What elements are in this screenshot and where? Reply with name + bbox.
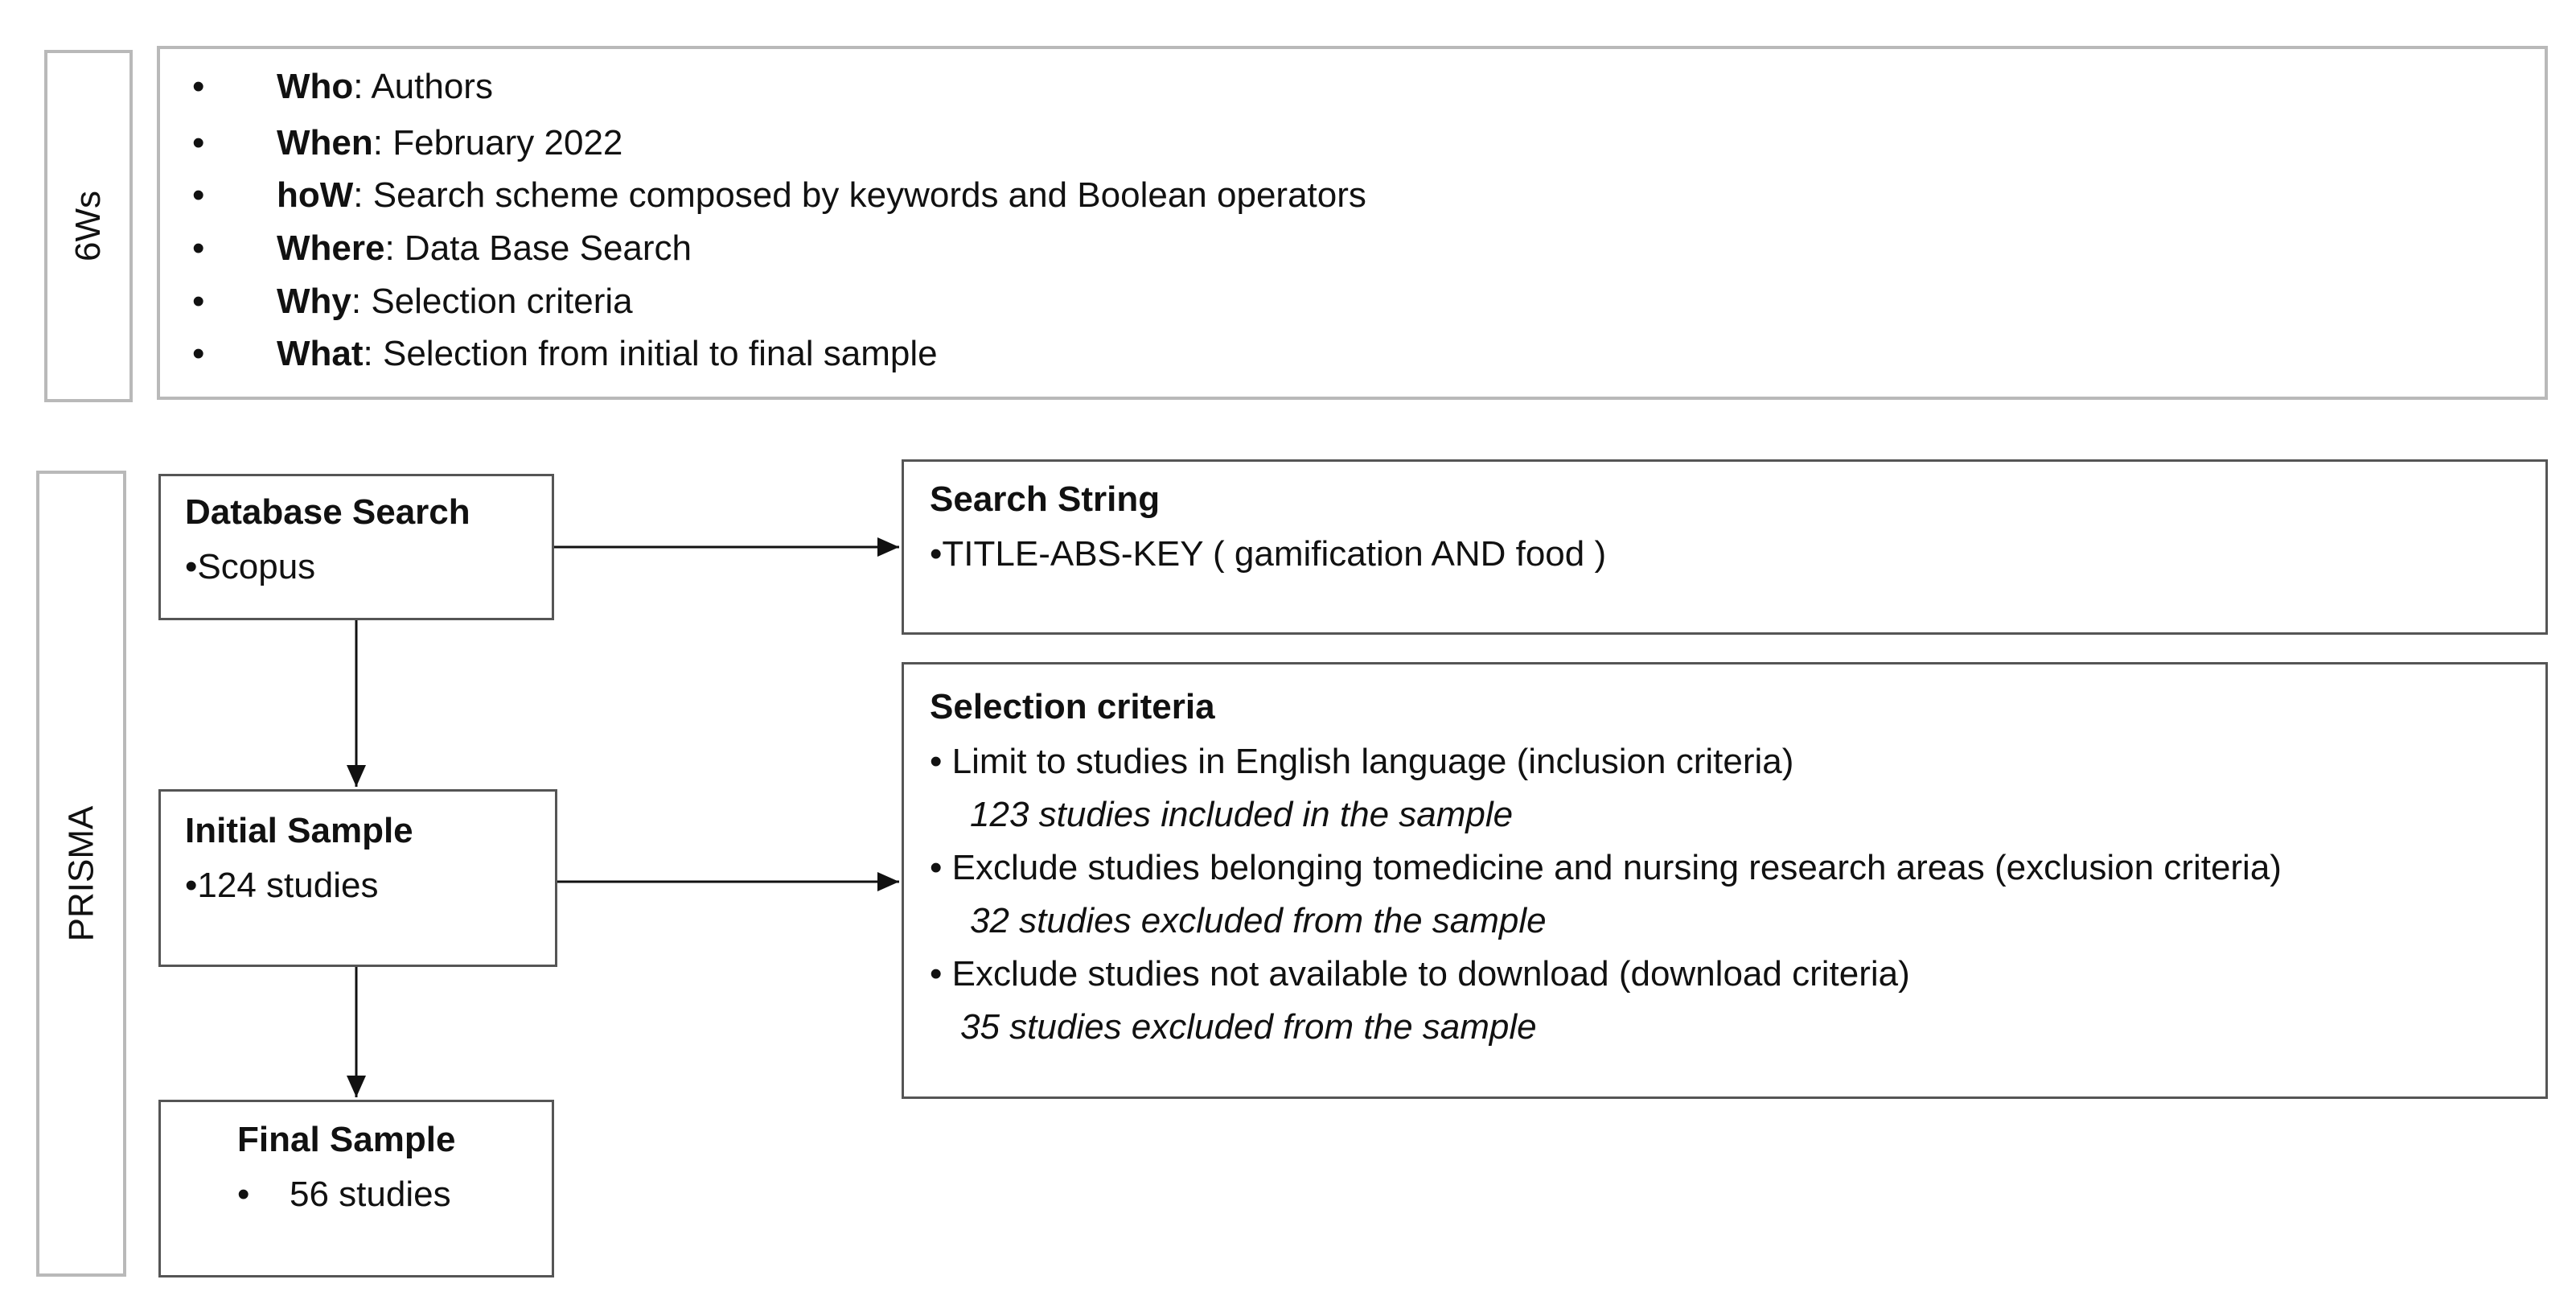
bullet: • (192, 67, 205, 106)
search-string-title: Search String (930, 479, 1161, 519)
bullet: • (192, 334, 205, 373)
criterion-research-area-result: 32 studies excluded from the sample (970, 901, 1547, 940)
criterion-download: • Exclude studies not available to download (download criteria) (930, 954, 1910, 994)
final-sample-bullet: • (237, 1175, 250, 1214)
item-key: Where (277, 228, 385, 268)
item-key: Why (277, 282, 351, 321)
item-value: : Authors (353, 67, 493, 106)
item-key: When (277, 123, 373, 163)
item-value: : Selection criteria (351, 282, 633, 321)
bullet: • (192, 123, 205, 163)
item-key: hoW (277, 175, 354, 215)
criterion-download-result: 35 studies excluded from the sample (960, 1007, 1537, 1047)
item-key: Who (277, 67, 354, 106)
database-search-title: Database Search (185, 492, 470, 532)
item-value: : February 2022 (372, 123, 623, 163)
initial-sample-item: •124 studies (185, 866, 379, 905)
item-value: : Selection from initial to final sample (363, 334, 938, 373)
criterion-language: • Limit to studies in English language (inclusion criteria) (930, 742, 1794, 781)
criterion-language-result: 123 studies included in the sample (970, 795, 1514, 834)
selection-criteria-title: Selection criteria (930, 687, 1215, 726)
item-value: : Data Base Search (384, 228, 692, 268)
prisma-label: PRISMA (61, 805, 101, 942)
item-key: What (277, 334, 364, 373)
six-ws-label: 6Ws (68, 191, 108, 261)
bullet: • (192, 228, 205, 268)
search-string-query: •TITLE-ABS-KEY ( gamification AND food ) (930, 534, 1607, 574)
initial-sample-title: Initial Sample (185, 811, 413, 850)
database-search-item: •Scopus (185, 547, 316, 586)
bullet: • (192, 175, 205, 215)
final-sample-title: Final Sample (237, 1120, 456, 1159)
item-value: : Search scheme composed by keywords and Boolean operators (353, 175, 1366, 215)
criterion-research-area: • Exclude studies belonging tomedicine and nursing research areas (exclusion criteria) (930, 848, 2282, 887)
bullet: • (192, 282, 205, 321)
final-sample-item: 56 studies (290, 1175, 451, 1214)
